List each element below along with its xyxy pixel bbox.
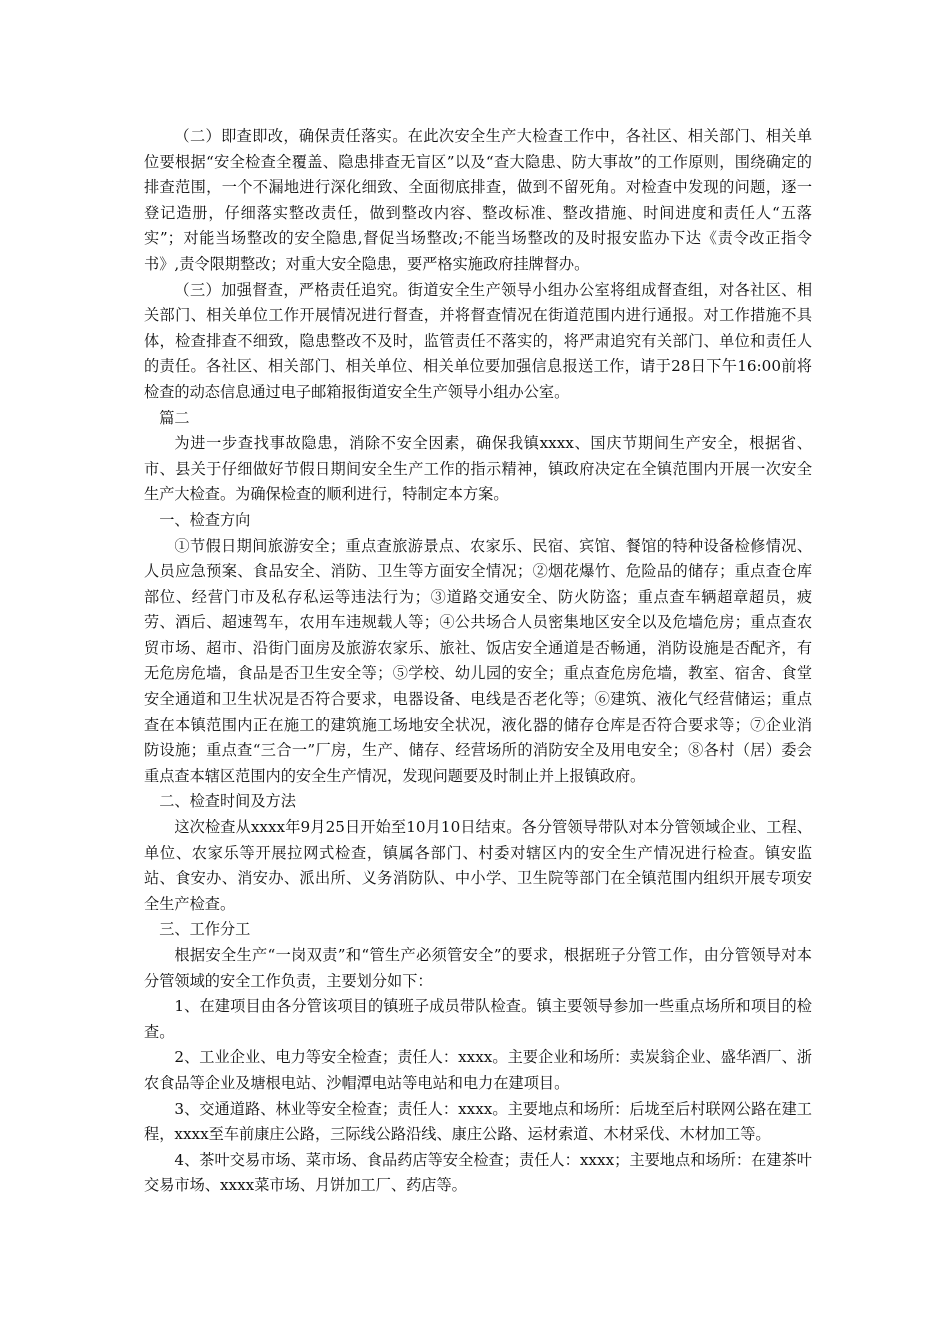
paragraph-section-3: （三）加强督查，严格责任追究。街道安全生产领导小组办公室将组成督查组，对各社区、相关部门、相关单位工作开展情况进行督查，并将督查情况在街道范围内进行通报。对工作措施不具体，检查排查不细致，隐患整改不及时，监管责任不落实的，将严肃追究有关部门、单位和责任人的责任。各社区、相关部门、相关单位、相关单位要加强信息报送工作，请于28日下午16:00前将检查的动态信息通过电子邮箱报街道安全生产领导小组办公室。 <box>144 280 812 401</box>
heading-inspection-focus: 一、检查方向 <box>159 510 251 529</box>
list-item-3: 3、交通道路、林业等安全检查；责任人：xxxx。主要地点和场所：后垅至后村联网公路在建工程，xxxx至车前康庄公路，三际线公路沿线、康庄公路、运材索道、木材采伐、木材加工等。 <box>144 1099 812 1144</box>
paragraph-inspection-focus: ①节假日期间旅游安全；重点查旅游景点、农家乐、民宿、宾馆、餐馆的特种设备检修情况、人员应急预案、食品安全、消防、卫生等方面安全情况；②烟花爆竹、危险品的储存；重点查仓库部位、经营门市及私存私运等违法行为；③道路交通安全、防火防盗；重点查车辆超章超员，疲劳、酒后、超速驾车，农用车违规载人等；④公共场合人员密集地区安全以及危墙危房；重点查农贸市场、超市、沿街门面房及旅游农家乐、旅社、饭店安全通道是否畅通，消防设施是否配齐，有无危房危墙，食品是否卫生安全等；⑤学校、幼儿园的安全；重点查危房危墙，教室、宿舍、食堂安全通道和卫生状况是否符合要求，电器设备、电线是否老化等；⑥建筑、液化气经营储运；重点查在本镇范围内正在施工的建筑施工场地安全状况，液化器的储存仓库是否符合要求等；⑦企业消防设施；重点查“三合一”厂房，生产、储存、经营场所的消防安全及用电安全；⑧各村（居）委会重点查本辖区范围内的安全生产情况，发现问题要及时制止并上报镇政府。 <box>144 536 812 785</box>
document-body <box>144 124 812 1199</box>
list-item-4: 4、茶叶交易市场、菜市场、食品药店等安全检查；责任人：xxxx；主要地点和场所：在建茶叶交易市场、xxxx菜市场、月饼加工厂、药店等。 <box>144 1150 812 1195</box>
list-item-1: 1、在建项目由各分管该项目的镇班子成员带队检查。镇主要领导参加一些重点场所和项目的检查。 <box>144 997 812 1041</box>
paragraph-section-2: （二）即查即改，确保责任落实。在此次安全生产大检查工作中，各社区、相关部门、相关单位要根据“安全检查全覆盖、隐患排查无盲区”以及“查大隐患、防大事故”的工作原则，围绕确定的排查范围，一个不漏地进行深化细致、全面彻底排查，做到不留死角。对检查中发现的问题，逐一登记造册，仔细落实整改责任，做到整改内容、整改标准、整改措施、时间进度和责任人“五落实”；对能当场整改的安全隐患,督促当场整改;不能当场整改的及时报安监办下达《责令改正指令书》,责令限期整改；对重大安全隐患，要严格实施政府挂牌督办。 <box>144 127 812 273</box>
heading-time-method: 二、检查时间及方法 <box>159 792 296 811</box>
heading-division-of-work: 三、工作分工 <box>159 920 251 939</box>
paragraph-time-method: 这次检查从xxxx年9月25日开始至10月10日结束。各分管领导带队对本分管领域企业、工程、单位、农家乐等开展拉网式检查，镇属各部门、村委对辖区内的安全生产情况进行检查。镇安监站、食安办、消安办、派出所、义务消防队、中小学、卫生院等部门在全镇范围内组织开展专项安全生产检查。 <box>144 818 812 913</box>
paragraph-intro: 为进一步查找事故隐患，消除不安全因素，确保我镇xxxx、国庆节期间生产安全，根据省、市、县关于仔细做好节假日期间安全生产工作的指示精神，镇政府决定在全镇范围内开展一次安全生产大检查。为确保检查的顺利进行，特制定本方案。 <box>144 434 812 504</box>
list-item-2: 2、工业企业、电力等安全检查；责任人：xxxx。主要企业和场所：卖炭翁企业、盛华酒厂、浙农食品等企业及塘根电站、沙帽潭电站等电站和电力在建项目。 <box>144 1048 812 1092</box>
heading-part-two: 篇二 <box>159 408 190 427</box>
paragraph-division-intro: 根据安全生产“一岗双责”和“管生产必须管安全”的要求，根据班子分管工作，由分管领导对本分管领域的安全工作负责，主要划分如下： <box>144 946 812 990</box>
